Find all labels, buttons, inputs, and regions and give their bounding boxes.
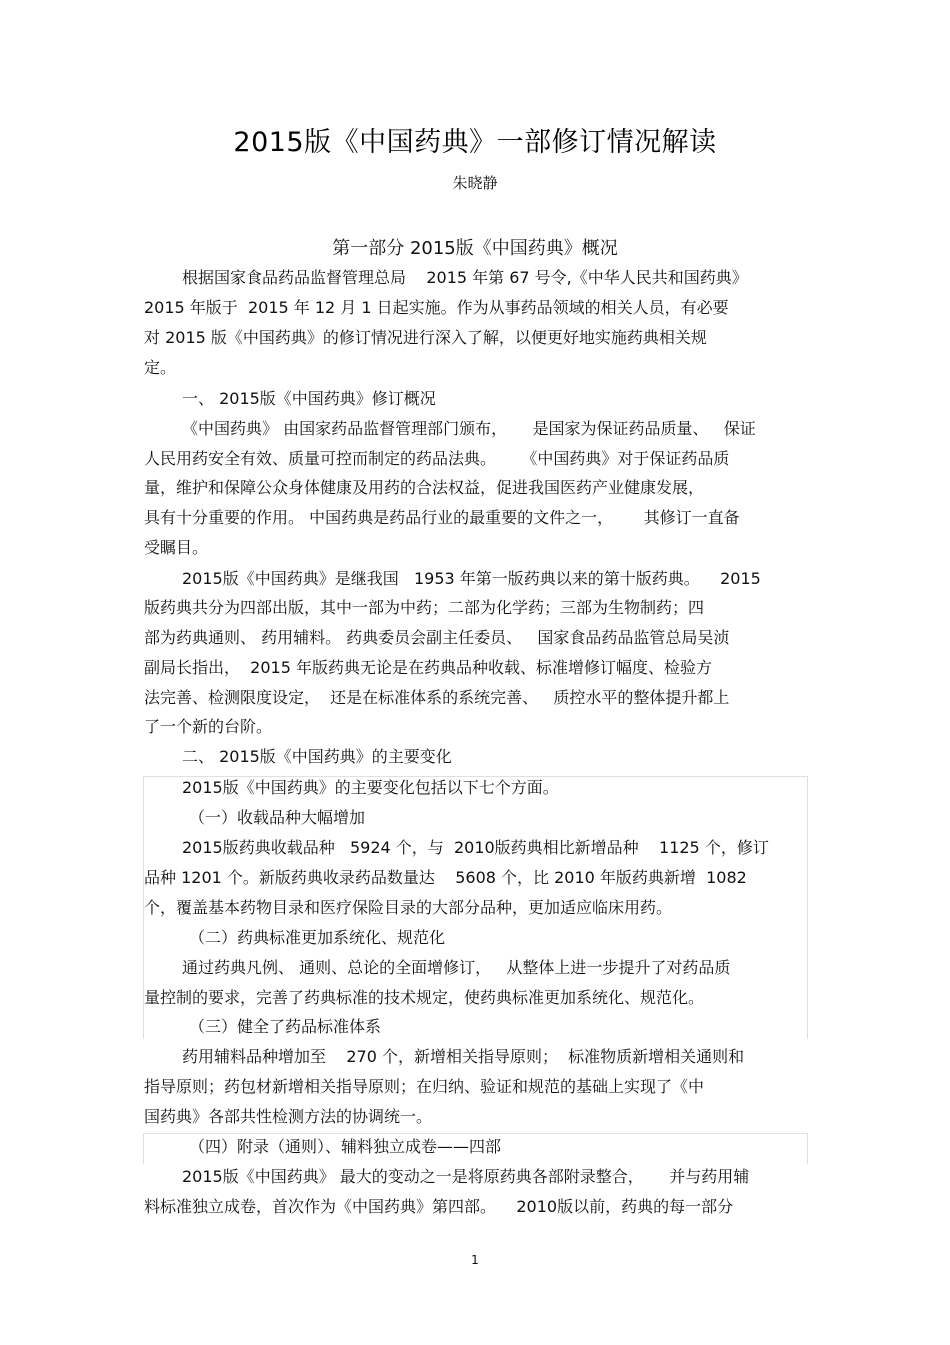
body-line: 部为药典通则、 药用辅料。 药典委员会副主任委员、 国家食品药品监管总局吴浈 xyxy=(144,628,730,647)
subsection-heading: （四）附录（通则）、辅料独立成卷——四部 xyxy=(189,1137,502,1156)
document-title: 2015版《中国药典》一部修订情况解读 xyxy=(233,127,717,158)
body-line: 受瞩目。 xyxy=(144,538,209,557)
body-line: 国药典》各部共性检测方法的协调统一。 xyxy=(144,1107,433,1126)
body-line: 根据国家食品药品监督管理总局 2015 年第 67 号令,《中华人民共和国药典》 xyxy=(182,268,748,287)
body-line: 具有十分重要的作用。 中国药典是药品行业的最重要的文件之一， 其修订一直备 xyxy=(144,508,740,527)
body-line: 量，维护和保障公众身体健康及用药的合法权益，促进我国医药产业健康发展， xyxy=(144,478,705,497)
body-line: 了一个新的台阶。 xyxy=(144,717,273,736)
part-heading: 第一部分 2015版《中国药典》概况 xyxy=(332,238,618,259)
author-name: 朱晓静 xyxy=(452,174,498,192)
body-line: 对 2015 版《中国药典》的修订情况进行深入了解，以便更好地实施药典相关规 xyxy=(144,328,707,347)
body-line: 版药典共分为四部出版，其中一部为中药；二部为化学药；三部为生物制药；四 xyxy=(144,598,705,617)
body-line: 通过药典凡例、 通则、总论的全面增修订， 从整体上进一步提升了对药品质 xyxy=(182,958,731,977)
subsection-heading: （二）药典标准更加系统化、规范化 xyxy=(189,928,446,947)
body-line: 2015 年版于 2015 年 12 月 1 日起实施。作为从事药品领域的相关人员，有必要 xyxy=(144,298,729,317)
body-line: 定。 xyxy=(144,358,177,377)
body-line: 2015版《中国药典》 最大的变动之一是将原药典各部附录整合， 并与药用辅 xyxy=(182,1167,750,1186)
body-line: 品种 1201 个。新版药典收录药品数量达 5608 个，比 2010 年版药典新增 1082 xyxy=(144,868,747,887)
body-line: 量控制的要求，完善了药典标准的技术规定，使药典标准更加系统化、规范化。 xyxy=(144,988,705,1007)
subsection-heading: （一）收载品种大幅增加 xyxy=(189,808,366,827)
body-line: 《中国药典》 由国家药品监督管理部门颁布， 是国家为保证药品质量、 保证 xyxy=(182,419,756,438)
section-heading: 一、 2015版《中国药典》修订概况 xyxy=(182,389,436,408)
body-line: 指导原则；药包材新增相关指导原则；在归纳、验证和规范的基础上实现了《中 xyxy=(144,1077,705,1096)
body-line: 人民用药安全有效、质量可控而制定的药品法典。 《中国药典》对于保证药品质 xyxy=(144,449,730,468)
body-line: 个，覆盖基本药物目录和医疗保险目录的大部分品种，更加适应临床用药。 xyxy=(144,898,673,917)
body-line: 2015版《中国药典》是继我国 1953 年第一版药典以来的第十版药典。 2015 xyxy=(182,569,761,588)
subsection-heading: （三）健全了药品标准体系 xyxy=(189,1017,382,1036)
body-line: 2015版《中国药典》的主要变化包括以下七个方面。 xyxy=(182,778,559,797)
body-line: 副局长指出， 2015 年版药典无论是在药典品种收载、标准增修订幅度、检验方 xyxy=(144,658,712,677)
section-heading: 二、 2015版《中国药典》的主要变化 xyxy=(182,747,452,766)
body-line: 药用辅料品种增加至 270 个，新增相关指导原则； 标准物质新增相关通则和 xyxy=(182,1047,745,1066)
body-line: 料标准独立成卷，首次作为《中国药典》第四部。 2010版以前，药典的每一部分 xyxy=(144,1197,734,1216)
body-line: 法完善、检测限度设定， 还是在标准体系的系统完善、 质控水平的整体提升都上 xyxy=(144,688,730,707)
page-number: 1 xyxy=(471,1253,479,1267)
body-line: 2015版药典收载品种 5924 个，与 2010版药典相比新增品种 1125 个，修订 xyxy=(182,838,769,857)
